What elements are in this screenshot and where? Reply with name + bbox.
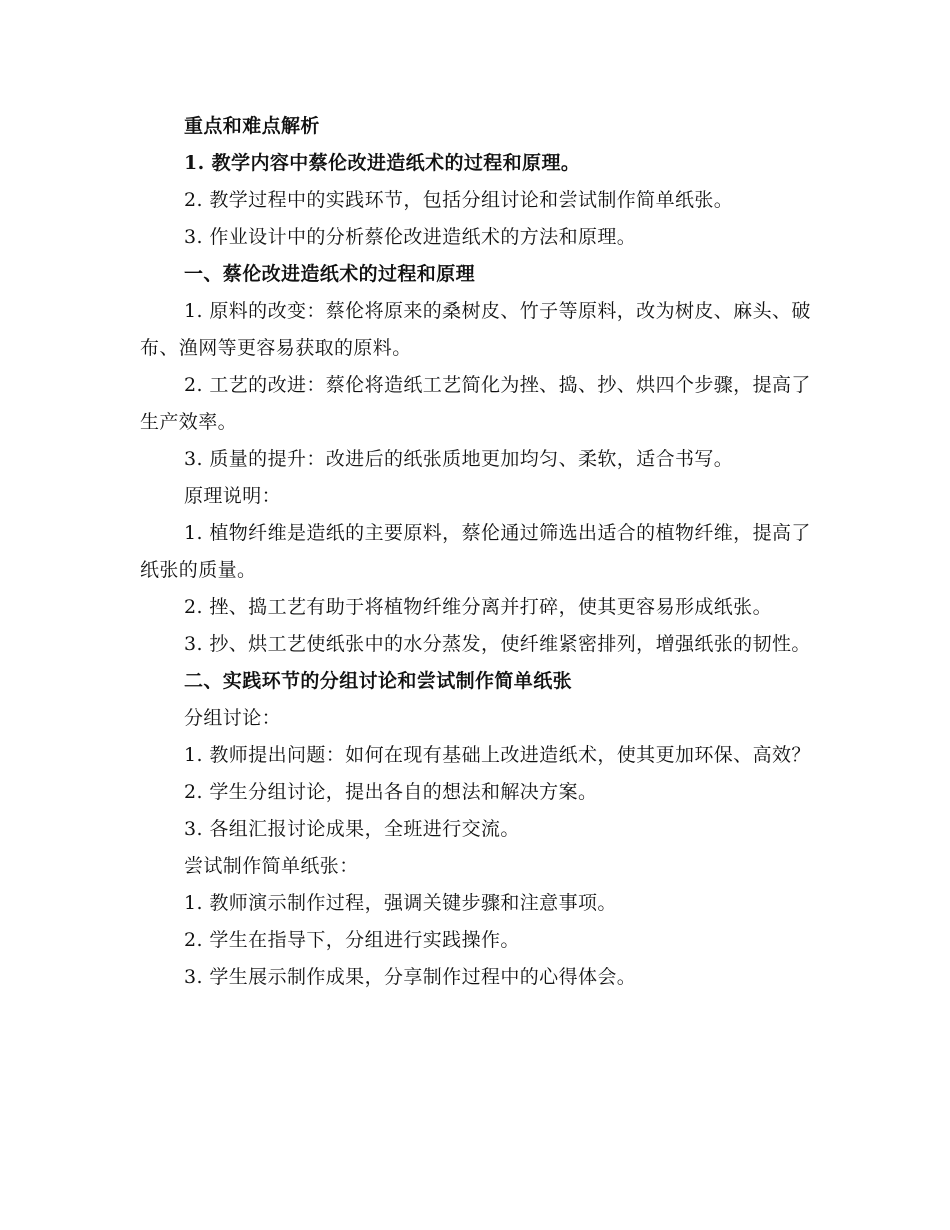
list-item: 2. 教学过程中的实践环节，包括分组讨论和尝试制作简单纸张。 [184, 189, 734, 211]
list-item: 3. 抄、烘工艺使纸张中的水分蒸发，使纤维紧密排列，增强纸张的韧性。 [184, 633, 811, 655]
subsection-label: 原理说明： [184, 485, 282, 507]
list-item: 2. 挫、捣工艺有助于将植物纤维分离并打碎，使其更容易形成纸张。 [184, 596, 772, 618]
list-item: 2. 学生在指导下，分组进行实践操作。 [184, 929, 520, 951]
list-item: 1. 植物纤维是造纸的主要原料，蔡伦通过筛选出适合的植物纤维，提高了纸张的质量。 [140, 522, 811, 581]
subsection-label: 尝试制作简单纸张： [184, 855, 359, 877]
list-item: 3. 作业设计中的分析蔡伦改进造纸术的方法和原理。 [184, 226, 637, 248]
list-item: 1. 教学内容中蔡伦改进造纸术的过程和原理。 [184, 152, 581, 174]
section-heading: 重点和难点解析 [184, 115, 320, 137]
section-heading: 一、蔡伦改进造纸术的过程和原理 [184, 263, 476, 285]
section-heading: 二、实践环节的分组讨论和尝试制作简单纸张 [184, 670, 573, 692]
list-item: 1. 教师演示制作过程，强调关键步骤和注意事项。 [184, 892, 617, 914]
list-item: 1. 教师提出问题：如何在现有基础上改进造纸术，使其更加环保、高效？ [184, 744, 811, 766]
list-item: 3. 质量的提升：改进后的纸张质地更加均匀、柔软，适合书写。 [184, 448, 734, 470]
document-body [140, 108, 820, 996]
list-item: 1. 原料的改变：蔡伦将原来的桑树皮、竹子等原料，改为树皮、麻头、破布、渔网等更容易获取的原料。 [140, 300, 811, 359]
list-item: 2. 学生分组讨论，提出各自的想法和解决方案。 [184, 781, 598, 803]
list-item: 2. 工艺的改进：蔡伦将造纸工艺简化为挫、捣、抄、烘四个步骤，提高了生产效率。 [140, 374, 811, 433]
list-item: 3. 学生展示制作成果，分享制作过程中的心得体会。 [184, 966, 637, 988]
list-item: 3. 各组汇报讨论成果，全班进行交流。 [184, 818, 520, 840]
subsection-label: 分组讨论： [184, 707, 282, 729]
